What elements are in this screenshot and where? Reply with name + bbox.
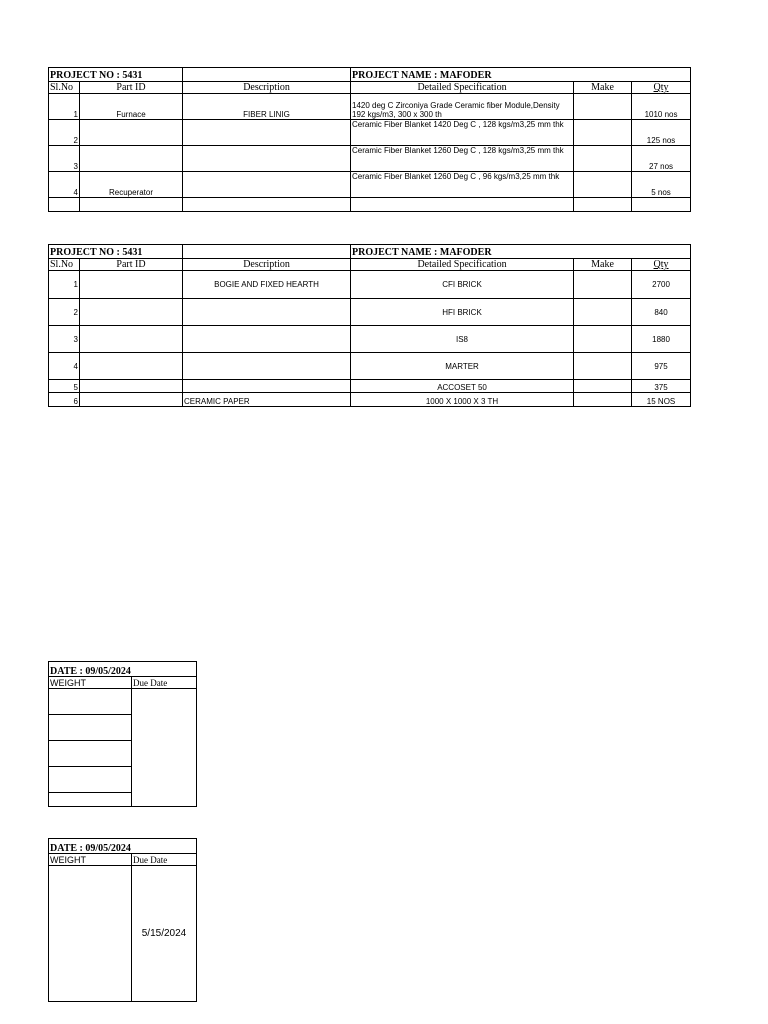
date-box-2 xyxy=(48,838,197,1002)
cell-description xyxy=(183,353,351,380)
cell-description: BOGIE AND FIXED HEARTH xyxy=(183,271,351,299)
cell-description xyxy=(183,146,351,172)
project-name: PROJECT NAME : MAFODER xyxy=(351,245,691,259)
cell-make xyxy=(574,94,632,120)
cell-qty: 1010 nos xyxy=(632,94,691,120)
cell-spec: ACCOSET 50 xyxy=(351,380,574,393)
cell-spec: HFI BRICK xyxy=(351,299,574,326)
col-header-part-id: Part ID xyxy=(80,259,183,271)
cell-spec: IS8 xyxy=(351,326,574,353)
cell-slno: 4 xyxy=(49,353,80,380)
cell-slno: 2 xyxy=(49,299,80,326)
cell-spec: MARTER xyxy=(351,353,574,380)
table-row xyxy=(49,380,691,393)
cell-qty: 125 nos xyxy=(632,120,691,146)
project-table-2 xyxy=(48,244,691,407)
due-date-value xyxy=(132,689,197,807)
weight-cell xyxy=(49,767,132,793)
cell-qty: 15 NOS xyxy=(632,393,691,407)
cell-slno: 3 xyxy=(49,326,80,353)
col-header-part-id: Part ID xyxy=(80,82,183,94)
project-name: PROJECT NAME : MAFODER xyxy=(351,68,691,82)
table-row xyxy=(49,326,691,353)
cell-slno: 5 xyxy=(49,380,80,393)
weight-cell xyxy=(49,866,132,1002)
cell-qty: 27 nos xyxy=(632,146,691,172)
cell-slno: 4 xyxy=(49,172,80,198)
cell-description: FIBER LINIG xyxy=(183,94,351,120)
cell-make xyxy=(574,353,632,380)
cell-part-id xyxy=(80,120,183,146)
cell-qty: 375 xyxy=(632,380,691,393)
table-row xyxy=(49,120,691,146)
cell-part-id xyxy=(80,299,183,326)
cell-description xyxy=(183,326,351,353)
due-date-value: 5/15/2024 xyxy=(132,866,197,1002)
cell-make xyxy=(574,146,632,172)
cell-part-id xyxy=(80,146,183,172)
cell-qty: 1880 xyxy=(632,326,691,353)
blank-cell xyxy=(183,68,351,82)
due-date-label: Due Date xyxy=(132,854,197,866)
cell-make xyxy=(574,120,632,146)
col-header-make: Make xyxy=(574,259,632,271)
cell-make xyxy=(574,380,632,393)
cell-slno: 1 xyxy=(49,271,80,299)
col-header-description: Description xyxy=(183,82,351,94)
date-box-1 xyxy=(48,661,197,807)
blank-cell xyxy=(183,245,351,259)
cell-description: CERAMIC PAPER xyxy=(183,393,351,407)
cell-description xyxy=(183,299,351,326)
cell-part-id xyxy=(80,353,183,380)
col-header-spec: Detailed Specification xyxy=(351,259,574,271)
weight-label: WEIGHT xyxy=(49,677,132,689)
col-header-spec: Detailed Specification xyxy=(351,82,574,94)
cell-qty: 840 xyxy=(632,299,691,326)
project-table-1 xyxy=(48,67,691,212)
col-header-qty: Qty xyxy=(632,259,691,271)
cell-spec: Ceramic Fiber Blanket 1420 Deg C , 128 kgs/m3,25 mm thk xyxy=(351,120,574,146)
cell-spec: 1000 X 1000 X 3 TH xyxy=(351,393,574,407)
weight-label: WEIGHT xyxy=(49,854,132,866)
cell-make xyxy=(574,393,632,407)
weight-cell xyxy=(49,793,132,807)
cell-description xyxy=(183,380,351,393)
table-row xyxy=(49,299,691,326)
col-header-slno: Sl.No xyxy=(49,259,80,271)
weight-cell xyxy=(49,715,132,741)
col-header-slno: Sl.No xyxy=(49,82,80,94)
cell-part-id: Recuperator xyxy=(80,172,183,198)
project-no: PROJECT NO : 5431 xyxy=(49,245,183,259)
cell-make xyxy=(574,271,632,299)
cell-part-id xyxy=(80,380,183,393)
project-no: PROJECT NO : 5431 xyxy=(49,68,183,82)
cell-spec: 1420 deg C Zirconiya Grade Ceramic fiber Module,Density 192 kgs/m3, 300 x 300 th xyxy=(351,94,574,120)
date-label: DATE : 09/05/2024 xyxy=(49,662,197,677)
weight-cell xyxy=(49,741,132,767)
cell-spec: Ceramic Fiber Blanket 1260 Deg C , 128 kgs/m3,25 mm thk xyxy=(351,146,574,172)
table-row xyxy=(49,271,691,299)
col-header-description: Description xyxy=(183,259,351,271)
cell-slno: 1 xyxy=(49,94,80,120)
cell-spec: CFI BRICK xyxy=(351,271,574,299)
col-header-make: Make xyxy=(574,82,632,94)
cell-slno: 2 xyxy=(49,120,80,146)
table-row xyxy=(49,172,691,198)
due-date-label: Due Date xyxy=(132,677,197,689)
cell-part-id xyxy=(80,271,183,299)
cell-qty: 2700 xyxy=(632,271,691,299)
weight-cell xyxy=(49,689,132,715)
cell-part-id xyxy=(80,326,183,353)
cell-qty: 975 xyxy=(632,353,691,380)
table-row-empty xyxy=(49,198,691,212)
cell-qty: 5 nos xyxy=(632,172,691,198)
cell-part-id: Furnace xyxy=(80,94,183,120)
cell-part-id xyxy=(80,393,183,407)
table-row xyxy=(49,94,691,120)
date-label: DATE : 09/05/2024 xyxy=(49,839,197,854)
table-row xyxy=(49,146,691,172)
cell-slno: 6 xyxy=(49,393,80,407)
table-row xyxy=(49,393,691,407)
cell-make xyxy=(574,326,632,353)
cell-description xyxy=(183,120,351,146)
cell-slno: 3 xyxy=(49,146,80,172)
cell-description xyxy=(183,172,351,198)
cell-make xyxy=(574,299,632,326)
cell-spec: Ceramic Fiber Blanket 1260 Deg C , 96 kgs/m3,25 mm thk xyxy=(351,172,574,198)
col-header-qty: Qty xyxy=(632,82,691,94)
table-row xyxy=(49,353,691,380)
cell-make xyxy=(574,172,632,198)
